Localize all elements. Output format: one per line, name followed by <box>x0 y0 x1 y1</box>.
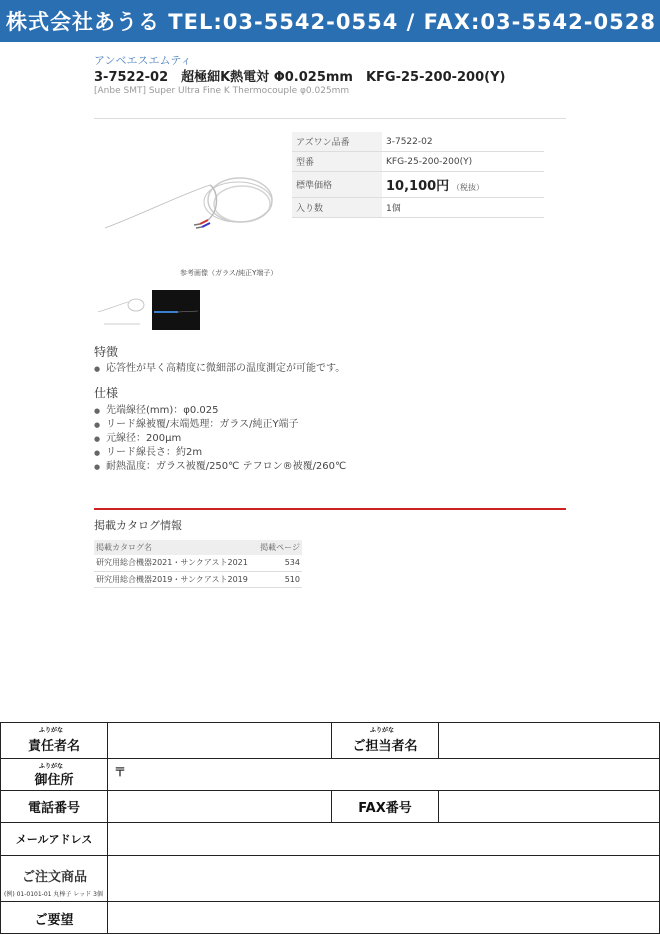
furigana-label: ふりがな <box>39 727 64 734</box>
spec-key: アズワン品番 <box>292 132 382 152</box>
name-field[interactable] <box>108 723 332 759</box>
divider <box>94 118 566 119</box>
person-label: ご担当者名 <box>352 739 418 754</box>
list-item: ● 先端線径(mm)：φ0.025 <box>94 404 346 418</box>
fax-label: FAX番号 <box>332 791 439 823</box>
address-label-cell <box>1 759 108 791</box>
list-item: ● リード線被覆/末端処理：ガラス/純正Y端子 <box>94 418 346 432</box>
features-list <box>94 362 345 376</box>
table-row <box>94 571 302 587</box>
catalog-name: 研究用総合機器2019・サンクアスト2019 <box>94 571 256 587</box>
spec-row <box>292 172 544 198</box>
catalog-divider <box>94 508 566 510</box>
list-item: ● 元線径：200μm <box>94 432 346 446</box>
header-banner <box>0 0 660 42</box>
tel-label: 電話番号 <box>1 791 108 823</box>
table-row <box>94 555 302 571</box>
thumbnail-1[interactable] <box>96 290 146 330</box>
catalog-name: 研究用総合機器2021・サンクアスト2021 <box>94 555 256 571</box>
thumbnail-2[interactable] <box>152 290 200 330</box>
maker-link[interactable]: アンベエスエムティ <box>94 54 192 67</box>
person-label-cell <box>332 723 439 759</box>
order-field[interactable] <box>108 856 660 902</box>
name-label-cell <box>1 723 108 759</box>
furigana-label: ふりがな <box>39 763 64 770</box>
price-tax-note: （税抜） <box>452 183 485 192</box>
person-field[interactable] <box>439 723 660 759</box>
furigana-label: ふりがな <box>370 727 395 734</box>
table-header-row <box>94 540 302 555</box>
tel-field[interactable] <box>108 791 332 823</box>
price-value: 10,100円 <box>386 179 450 194</box>
spec-value: 3-7522-02 <box>382 132 544 152</box>
order-label-cell <box>1 856 108 902</box>
spec-value: 1個 <box>382 198 544 218</box>
product-title: 3-7522-02 超極細K熱電対 Φ0.025mm KFG-25-200-200(Y) <box>94 70 506 85</box>
email-field[interactable] <box>108 823 660 856</box>
spec-row <box>292 132 544 152</box>
spec-key: 入り数 <box>292 198 382 218</box>
spec-row <box>292 198 544 218</box>
banner-contact-text: 株式会社あうる TEL:03-5542-0554 / FAX:03-5542-0528 <box>6 10 656 34</box>
catalog-table <box>94 540 302 588</box>
price-cell <box>382 172 544 198</box>
order-label: ご注文商品 <box>21 870 87 885</box>
specs-list <box>94 404 346 474</box>
address-field[interactable] <box>108 759 660 791</box>
list-item: ● 応答性が早く高精度に微細部の温度測定が可能です。 <box>94 362 345 376</box>
fax-field[interactable] <box>439 791 660 823</box>
col-catalog-name: 掲載カタログ名 <box>94 540 256 555</box>
features-heading: 特徴 <box>94 345 119 359</box>
photo-caption: 参考画像（ガラス/純正Y端子） <box>180 269 278 277</box>
request-field[interactable] <box>108 902 660 934</box>
catalog-page: 534 <box>256 555 302 571</box>
product-photo[interactable] <box>100 160 280 260</box>
catalog-page: 510 <box>256 571 302 587</box>
order-example: (例) 01-0101-01 丸棒子 レッド 3個 <box>4 891 103 898</box>
address-label: 御住所 <box>34 773 74 788</box>
spec-value: KFG-25-200-200(Y) <box>382 152 544 172</box>
spec-key: 標準価格 <box>292 172 382 198</box>
catalog-heading: 掲載カタログ情報 <box>94 519 182 532</box>
request-label: ご要望 <box>1 902 108 934</box>
order-form <box>0 722 660 934</box>
spec-table <box>292 132 544 218</box>
product-subtitle: [Anbe SMT] Super Ultra Fine K Thermocouple φ0.025mm <box>94 86 350 96</box>
email-label: メールアドレス <box>1 823 108 856</box>
list-item: ● リード線長さ：約2m <box>94 446 346 460</box>
postal-mark: 〒 <box>114 765 127 779</box>
name-label: 責任者名 <box>27 739 80 754</box>
list-item: ● 耐熱温度：ガラス被覆/250℃ テフロン®被覆/260℃ <box>94 460 346 474</box>
specs-heading: 仕様 <box>94 386 119 400</box>
col-page: 掲載ページ <box>256 540 302 555</box>
spec-key: 型番 <box>292 152 382 172</box>
spec-row <box>292 152 544 172</box>
